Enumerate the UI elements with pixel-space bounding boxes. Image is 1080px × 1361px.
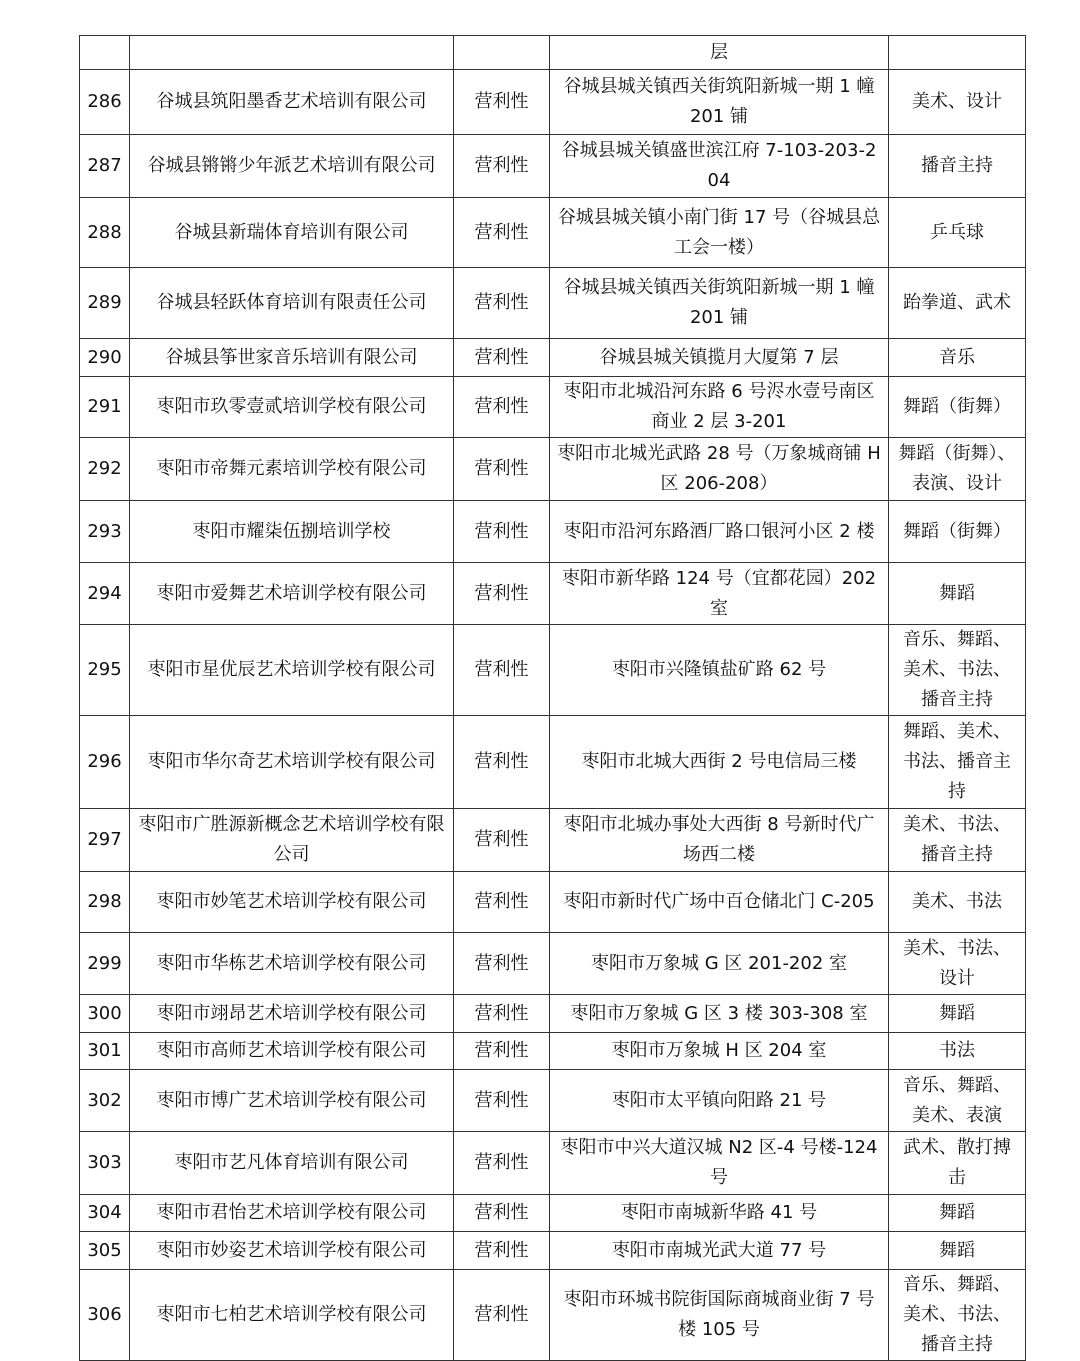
institution-address-cell: 枣阳市北城沿河东路 6 号浕水壹号南区商业 2 层 3-201 <box>550 377 889 438</box>
institution-address-cell: 枣阳市太平镇向阳路 21 号 <box>550 1070 889 1132</box>
table-row <box>80 438 1026 501</box>
institution-address-cell: 谷城县城关镇揽月大厦第 7 层 <box>550 339 889 377</box>
training-subject-cell: 舞蹈 <box>889 563 1026 625</box>
row-number-cell: 306 <box>80 1270 130 1361</box>
institution-address-cell: 枣阳市新华路 124 号（宜都花园）202 室 <box>550 563 889 625</box>
institution-name-cell: 枣阳市帝舞元素培训学校有限公司 <box>130 438 454 501</box>
institution-name-cell: 枣阳市广胜源新概念艺术培训学校有限公司 <box>130 809 454 872</box>
institution-address-cell: 枣阳市兴隆镇盐矿路 62 号 <box>550 625 889 716</box>
training-subject-cell: 舞蹈 <box>889 1232 1026 1270</box>
institution-address-cell: 枣阳市南城新华路 41 号 <box>550 1195 889 1232</box>
institution-nature-cell: 营利性 <box>454 501 550 563</box>
institution-address-cell: 枣阳市万象城 G 区 3 楼 303-308 室 <box>550 995 889 1033</box>
training-subject-cell: 舞蹈（街舞） <box>889 377 1026 438</box>
row-number-cell: 294 <box>80 563 130 625</box>
table-row <box>80 1195 1026 1232</box>
training-subject-cell: 音乐 <box>889 339 1026 377</box>
training-subject-cell: 音乐、舞蹈、美术、表演 <box>889 1070 1026 1132</box>
institution-nature-cell: 营利性 <box>454 438 550 501</box>
table-row <box>80 1033 1026 1070</box>
row-number-cell: 300 <box>80 995 130 1033</box>
table-row <box>80 339 1026 377</box>
institution-name-cell: 枣阳市星优辰艺术培训学校有限公司 <box>130 625 454 716</box>
table-row <box>80 268 1026 339</box>
institution-address-cell: 枣阳市万象城 H 区 204 室 <box>550 1033 889 1070</box>
institution-address-cell: 枣阳市沿河东路酒厂路口银河小区 2 楼 <box>550 501 889 563</box>
institution-table <box>79 35 1026 1361</box>
institution-nature-cell: 营利性 <box>454 872 550 933</box>
institution-name-cell <box>130 36 454 70</box>
institution-address-cell: 枣阳市南城光武大道 77 号 <box>550 1232 889 1270</box>
training-subject-cell: 播音主持 <box>889 135 1026 198</box>
institution-name-cell: 枣阳市博广艺术培训学校有限公司 <box>130 1070 454 1132</box>
institution-nature-cell: 营利性 <box>454 995 550 1033</box>
training-subject-cell: 舞蹈（街舞） <box>889 501 1026 563</box>
table-row <box>80 625 1026 716</box>
training-subject-cell: 舞蹈（街舞）、表演、设计 <box>889 438 1026 501</box>
table-row <box>80 563 1026 625</box>
institution-name-cell: 枣阳市妙姿艺术培训学校有限公司 <box>130 1232 454 1270</box>
table-row <box>80 716 1026 809</box>
institution-address-cell: 枣阳市新时代广场中百仓储北门 C-205 <box>550 872 889 933</box>
institution-name-cell: 枣阳市高师艺术培训学校有限公司 <box>130 1033 454 1070</box>
table-row <box>80 198 1026 268</box>
institution-name-cell: 枣阳市翊昂艺术培训学校有限公司 <box>130 995 454 1033</box>
row-number-cell: 305 <box>80 1232 130 1270</box>
training-subject-cell: 舞蹈、美术、书法、播音主持 <box>889 716 1026 809</box>
institution-address-cell: 谷城县城关镇西关街筑阳新城一期 1 幢 201 铺 <box>550 268 889 339</box>
row-number-cell: 290 <box>80 339 130 377</box>
institution-name-cell: 枣阳市七柏艺术培训学校有限公司 <box>130 1270 454 1361</box>
institution-name-cell: 枣阳市华栋艺术培训学校有限公司 <box>130 933 454 995</box>
table-row <box>80 36 1026 70</box>
training-subject-cell: 舞蹈 <box>889 1195 1026 1232</box>
row-number-cell: 303 <box>80 1132 130 1195</box>
institution-nature-cell: 营利性 <box>454 625 550 716</box>
institution-nature-cell: 营利性 <box>454 933 550 995</box>
institution-nature-cell: 营利性 <box>454 1132 550 1195</box>
institution-address-cell: 枣阳市中兴大道汉城 N2 区-4 号楼-124 号 <box>550 1132 889 1195</box>
table-row <box>80 933 1026 995</box>
institution-name-cell: 枣阳市爱舞艺术培训学校有限公司 <box>130 563 454 625</box>
table-body <box>80 36 1026 1361</box>
institution-nature-cell: 营利性 <box>454 339 550 377</box>
row-number-cell: 288 <box>80 198 130 268</box>
institution-address-cell: 枣阳市北城大西街 2 号电信局三楼 <box>550 716 889 809</box>
table-row <box>80 70 1026 135</box>
table-row <box>80 501 1026 563</box>
institution-name-cell: 谷城县筑阳墨香艺术培训有限公司 <box>130 70 454 135</box>
institution-name-cell: 枣阳市妙笔艺术培训学校有限公司 <box>130 872 454 933</box>
training-subject-cell: 美术、书法 <box>889 872 1026 933</box>
institution-nature-cell: 营利性 <box>454 1195 550 1232</box>
training-subject-cell: 武术、散打搏击 <box>889 1132 1026 1195</box>
institution-name-cell: 谷城县轻跃体育培训有限责任公司 <box>130 268 454 339</box>
institution-nature-cell: 营利性 <box>454 377 550 438</box>
training-subject-cell: 音乐、舞蹈、美术、书法、播音主持 <box>889 1270 1026 1361</box>
institution-nature-cell: 营利性 <box>454 1070 550 1132</box>
row-number-cell: 293 <box>80 501 130 563</box>
institution-nature-cell: 营利性 <box>454 1232 550 1270</box>
institution-nature-cell: 营利性 <box>454 268 550 339</box>
table-row <box>80 809 1026 872</box>
institution-nature-cell: 营利性 <box>454 198 550 268</box>
row-number-cell: 304 <box>80 1195 130 1232</box>
institution-address-cell: 枣阳市万象城 G 区 201-202 室 <box>550 933 889 995</box>
row-number-cell: 297 <box>80 809 130 872</box>
institution-address-cell: 枣阳市北城办事处大西街 8 号新时代广场西二楼 <box>550 809 889 872</box>
row-number-cell: 289 <box>80 268 130 339</box>
training-subject-cell: 音乐、舞蹈、美术、书法、播音主持 <box>889 625 1026 716</box>
institution-name-cell: 谷城县新瑞体育培训有限公司 <box>130 198 454 268</box>
row-number-cell: 287 <box>80 135 130 198</box>
row-number-cell: 296 <box>80 716 130 809</box>
table-row <box>80 135 1026 198</box>
table-row <box>80 1270 1026 1361</box>
training-subject-cell: 美术、设计 <box>889 70 1026 135</box>
institution-address-cell: 枣阳市环城书院街国际商城商业街 7 号楼 105 号 <box>550 1270 889 1361</box>
institution-nature-cell: 营利性 <box>454 716 550 809</box>
institution-nature-cell: 营利性 <box>454 1270 550 1361</box>
training-subject-cell: 舞蹈 <box>889 995 1026 1033</box>
institution-name-cell: 枣阳市华尔奇艺术培训学校有限公司 <box>130 716 454 809</box>
table-row <box>80 1232 1026 1270</box>
institution-nature-cell: 营利性 <box>454 1033 550 1070</box>
institution-address-cell: 谷城县城关镇西关街筑阳新城一期 1 幢 201 铺 <box>550 70 889 135</box>
table-row <box>80 995 1026 1033</box>
table-row <box>80 872 1026 933</box>
table-row <box>80 1132 1026 1195</box>
training-subject-cell <box>889 36 1026 70</box>
training-subject-cell: 美术、书法、播音主持 <box>889 809 1026 872</box>
row-number-cell: 302 <box>80 1070 130 1132</box>
training-subject-cell: 跆拳道、武术 <box>889 268 1026 339</box>
institution-address-cell: 谷城县城关镇小南门街 17 号（谷城县总工会一楼） <box>550 198 889 268</box>
row-number-cell: 299 <box>80 933 130 995</box>
institution-nature-cell: 营利性 <box>454 135 550 198</box>
table-row <box>80 377 1026 438</box>
institution-address-cell: 层 <box>550 36 889 70</box>
institution-name-cell: 谷城县锵锵少年派艺术培训有限公司 <box>130 135 454 198</box>
training-subject-cell: 美术、书法、设计 <box>889 933 1026 995</box>
institution-name-cell: 枣阳市耀柒伍捌培训学校 <box>130 501 454 563</box>
row-number-cell: 292 <box>80 438 130 501</box>
institution-nature-cell: 营利性 <box>454 563 550 625</box>
row-number-cell: 301 <box>80 1033 130 1070</box>
institution-address-cell: 枣阳市北城光武路 28 号（万象城商铺 H 区 206-208） <box>550 438 889 501</box>
institution-nature-cell <box>454 36 550 70</box>
row-number-cell: 291 <box>80 377 130 438</box>
training-subject-cell: 书法 <box>889 1033 1026 1070</box>
institution-name-cell: 枣阳市玖零壹贰培训学校有限公司 <box>130 377 454 438</box>
row-number-cell: 286 <box>80 70 130 135</box>
training-subject-cell: 乒乓球 <box>889 198 1026 268</box>
row-number-cell: 295 <box>80 625 130 716</box>
institution-nature-cell: 营利性 <box>454 70 550 135</box>
institution-name-cell: 谷城县筝世家音乐培训有限公司 <box>130 339 454 377</box>
institution-nature-cell: 营利性 <box>454 809 550 872</box>
row-number-cell <box>80 36 130 70</box>
institution-name-cell: 枣阳市君怡艺术培训学校有限公司 <box>130 1195 454 1232</box>
row-number-cell: 298 <box>80 872 130 933</box>
table-row <box>80 1070 1026 1132</box>
institution-address-cell: 谷城县城关镇盛世滨江府 7-103-203-204 <box>550 135 889 198</box>
institution-name-cell: 枣阳市艺凡体育培训有限公司 <box>130 1132 454 1195</box>
